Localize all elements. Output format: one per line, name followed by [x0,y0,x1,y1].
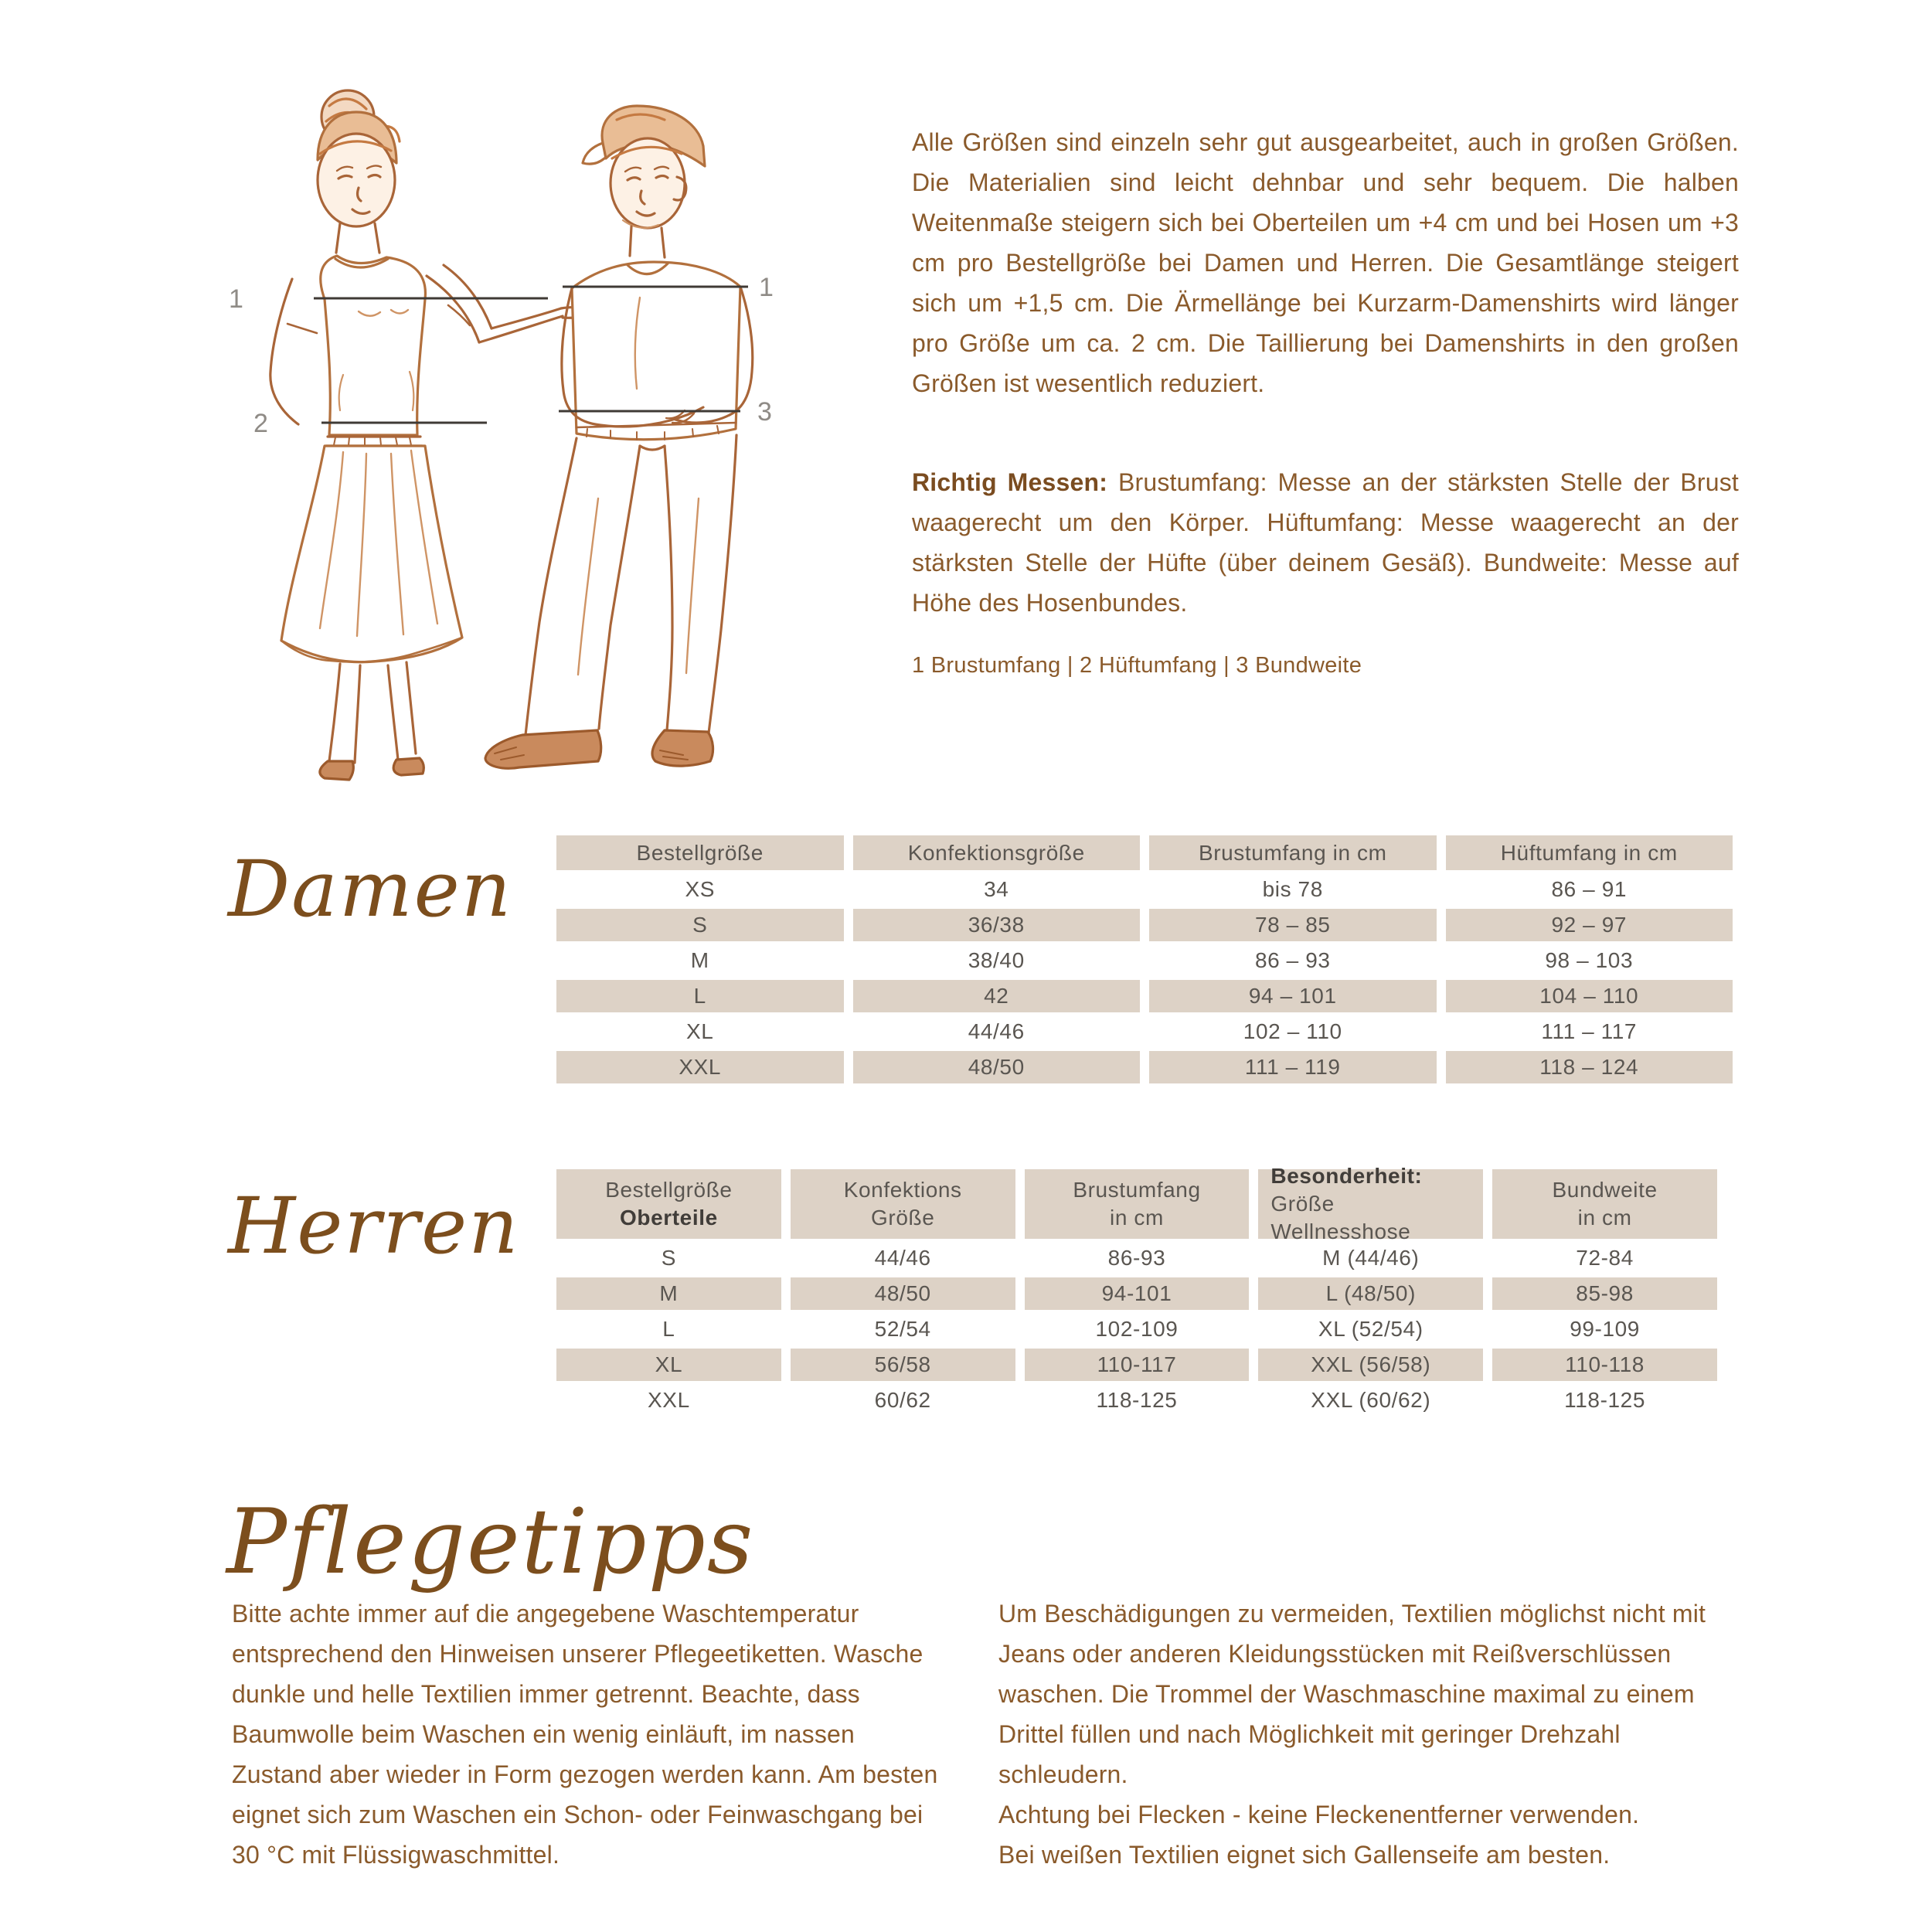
table-cell: 60/62 [874,1388,931,1412]
care-paragraph: Achtung bei Flecken - keine Fleckenentferner verwenden. [998,1801,1640,1828]
table-cell: 99-109 [1570,1317,1640,1341]
label-bust-1: 1 [229,284,243,314]
table-cell: 118-125 [1564,1388,1646,1412]
table-cell: 94 – 101 [1149,980,1437,1012]
table-cell: 86 – 91 [1551,877,1628,901]
care-heading: Pflegetipps [226,1490,755,1594]
table-cell: 48/50 [853,1051,1141,1083]
table-cell: 52/54 [874,1317,931,1341]
table-cell: 92 – 97 [1446,909,1733,941]
table-cell: Hüftumfang in cm [1446,835,1733,870]
care-paragraph: Bei weißen Textilien eignet sich Gallenseife am besten. [998,1841,1611,1869]
table-cell: 102 – 110 [1243,1019,1342,1043]
table-cell: Konfektions Größe [791,1169,1015,1239]
table-cell: Konfektionsgröße [853,835,1141,870]
table-cell: Besonderheit: Größe Wellnesshose [1258,1169,1483,1239]
table-cell: XL (52/54) [1318,1317,1423,1341]
table-cell: 98 – 103 [1545,948,1634,972]
table-cell: 111 – 117 [1541,1019,1638,1043]
damen-heading: Damen [228,844,513,934]
table-cell: XXL [648,1388,690,1412]
table-cell: 118 – 124 [1446,1051,1733,1083]
table-cell: XXL (60/62) [1311,1388,1431,1412]
label-chest-1: 1 [759,273,774,302]
label-hip-2: 2 [253,409,268,438]
label-waist-3: 3 [757,397,772,427]
measuring-instructions-text: Brustumfang: Messe an der stärksten Stelle der Brust waagerecht um den Körper. Hüftumfang: Messe waagerecht an der stärksten Stelle der Hüfte (über deinem Gesäß). Bundweite: Messe auf Höhe des Hosenbundes. [912,468,1739,617]
table-cell: Bestellgröße [556,835,844,870]
table-cell: 110-117 [1025,1349,1250,1381]
table-cell: 72-84 [1576,1246,1634,1270]
table-cell: 44/46 [968,1019,1025,1043]
herren-table [556,1164,1717,1417]
table-cell: 111 – 119 [1149,1051,1437,1083]
table-cell: Bundweite in cm [1492,1169,1717,1239]
table-cell: 110-118 [1492,1349,1717,1381]
table-cell: 38/40 [968,948,1025,972]
table-cell: L [662,1317,675,1341]
table-cell: 42 [853,980,1141,1012]
table-cell: 48/50 [791,1277,1015,1310]
table-cell: 44/46 [874,1246,931,1270]
table-cell: 118-125 [1096,1388,1178,1412]
table-cell: S [661,1246,677,1270]
table-cell: 94-101 [1025,1277,1250,1310]
table-cell: XL [556,1349,781,1381]
table-cell: 86-93 [1107,1246,1166,1270]
table-cell: L [556,980,844,1012]
table-cell: M [556,1277,781,1310]
table-cell: XL [686,1019,714,1043]
table-cell: 36/38 [853,909,1141,941]
table-cell: 34 [984,877,1009,901]
table-cell: S [556,909,844,941]
measuring-instructions [912,462,1739,623]
care-text-right [998,1594,1733,1875]
care-paragraph: Um Beschädigungen zu vermeiden, Textilien möglichst nicht mit Jeans oder anderen Kleidungsstücken mit Reißverschlüssen waschen. Die Trommel der Waschmaschine maximal zu einem Drittel füllen und nach Möglichkeit mit geringer Drehzahl schleudern. [998,1600,1706,1788]
damen-table [556,835,1733,1083]
table-cell: L (48/50) [1258,1277,1483,1310]
table-cell: M (44/46) [1322,1246,1420,1270]
table-cell: 56/58 [791,1349,1015,1381]
table-cell: Bestellgröße Oberteile [556,1169,781,1239]
intro-paragraph: Alle Größen sind einzeln sehr gut ausgearbeitet, auch in großen Größen. Die Materialien sind leicht dehnbar und sehr bequem. Die halben Weitenmaße steigern sich bei Oberteilen um +4 cm und bei Hosen um +3 cm pro Bestellgröße bei Damen und Herren. Die Gesamtlänge steigert sich um +1,5 cm. Die Ärmellänge bei Kurzarm-Damenshirts wird länger pro Größe um ca. 2 cm. Die Taillierung bei Damenshirts in den großen Größen ist wesentlich reduziert. [912,128,1739,397]
table-cell: M [690,948,709,972]
table-cell: 102-109 [1095,1317,1179,1341]
herren-heading: Herren [228,1181,520,1271]
table-cell: Brustumfang in cm [1149,835,1437,870]
care-text-left: Bitte achte immer auf die angegebene Waschtemperatur entsprechend den Hinweisen unserer Pflegeetiketten. Wasche dunkle und helle Textilien immer getrennt. Beachte, dass Baumwolle beim Waschen ein wenig einläuft, im nassen Zustand aber wieder in Form gezogen werden kann. Am besten eignet sich zum Waschen ein Schon- oder Feinwaschgang bei 30 °C mit Flüssigwaschmittel. [232,1600,938,1869]
table-cell: XS [685,877,716,901]
table-cell: 85-98 [1492,1277,1717,1310]
table-cell: XXL [556,1051,844,1083]
table-cell: 104 – 110 [1446,980,1733,1012]
figure-caption: 1 Brustumfang | 2 Hüftumfang | 3 Bundweite [912,653,1362,678]
table-cell: 78 – 85 [1149,909,1437,941]
measuring-illustration [207,66,825,808]
table-cell: XXL (56/58) [1258,1349,1483,1381]
measuring-instructions-title: Richtig Messen: [912,468,1108,496]
table-cell: bis 78 [1262,877,1323,901]
table-cell: Brustumfang in cm [1025,1169,1250,1239]
table-cell: 86 – 93 [1254,948,1331,972]
